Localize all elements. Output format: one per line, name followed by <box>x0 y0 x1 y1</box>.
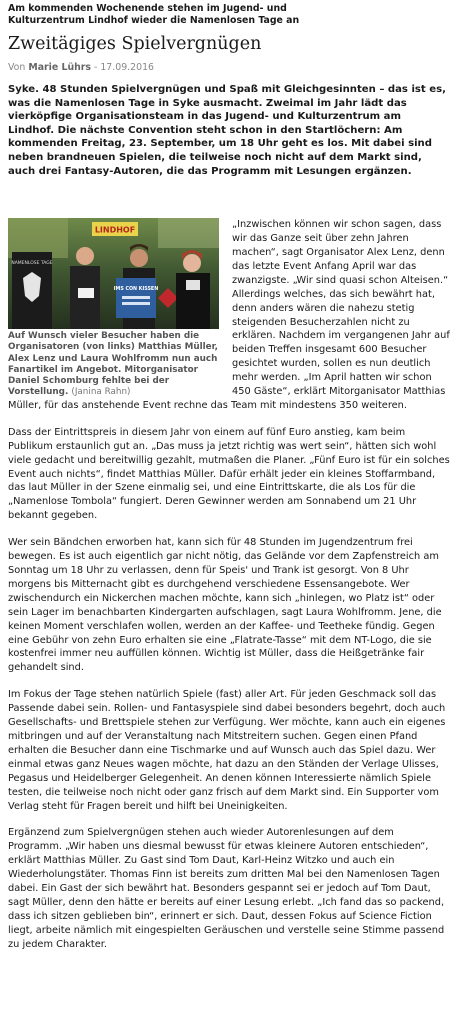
paragraph-2: Dass der Eintrittspreis in diesem Jahr von einem auf fünf Euro anstieg, kam beim Publikum erstaunlich gut an. „Das muss ja jetzt richtig was wert sein“, hätten sich wohl viele gedacht und bereitwillig gezahlt, mutmaßen die Planer. „Fünf Euro ist für ein solches Event auch nichts“, findet Matthias Müller. Dafür erhält jeder ein kleines Stoffarmband, das laut Müller in der Szene einmalig sei, und eine Eintrittskarte, die als Los für die „Namenlose Tombola“ fungiert. Deren Gewinner werden am Sonnabend um 21 Uhr bekannt gegeben. <box>8 426 450 522</box>
photo-caption <box>8 331 219 398</box>
author-link[interactable]: Marie Lührs <box>28 62 91 73</box>
article-body-continued <box>8 426 450 952</box>
article-photo[interactable] <box>8 218 219 329</box>
article-body-top <box>8 218 450 426</box>
photo-illustration <box>8 218 219 329</box>
paragraph-5: Ergänzend zum Spielvergnügen stehen auch wieder Autorenlesungen auf dem Programm. „Wir haben uns diesmal bewusst für etwas kleinere Autoren entschieden“, erklärt Matthias Müller. Zu Gast sind Tom Daut, Karl-Heinz Witzko und auch ein Wiederholungstäter. Thomas Finn ist bereits zum dritten Mal bei den Namenlosen Tagen dabei. Ein Gast der sich bewährt hat. Besonders gespannt sei er jedoch auf Tom Daut, sagt Müller, denn den hätte er bereits auf einer Lesung erlebt. „Ich fand das so packend, dass ich sitzen geblieben bin“, erinnert er sich. Daut, dessen Fokus auf Science Fiction liegt, arbeite nämlich mit eingespielten Geräuschen und verstelle seine Stimme passend zu jedem Charakter. <box>8 827 445 950</box>
person-center <box>130 249 148 267</box>
photo-credit: (Janina Rahn) <box>71 387 131 398</box>
paragraph-4: Im Fokus der Tage stehen natürlich Spiele (fast) aller Art. Für jeden Geschmack soll das Passende dabei sein. Rollen- und Fantasyspiele sind dabei besonders begehrt, doch auch Gesellschafts- und Brettspiele stehen zur Verfügung. Wer möchte, kann auch ein eigenes mitbringen und auf der Veranstaltung nach Mitstreitern suchen. Gegen einen Pfand erhalten die Besucher dann eine Tischmarke und auf Wunsch auch das Spiel dazu. Wer einmal etwas ganz Neues wagen möchte, hat dazu an den Ständen der Verlage Ulisses, Pegasus und Heidelberger Gelegenheit. An denen können Interessierte nämlich Spiele testen, die teilweise noch nicht oder ganz frisch auf dem Markt sind. Ein Supporter vom Verlag steht für Fragen bereit und hilft bei Uneinigkeiten. <box>8 689 446 812</box>
article-date: - 17.09.2016 <box>93 62 155 73</box>
person-right <box>183 254 201 272</box>
paragraph-3: Wer sein Bändchen erworben hat, kann sich für 48 Stunden im Jugendzentrum frei bewegen. Es ist auch eigentlich gar nicht nötig, das Gelände vor dem Zapfenstreich am Sonntag um 18 Uhr zu verlassen, denn für Speis' und Trank ist gesorgt. Von 8 Uhr morgens bis Mitternacht gibt es durchgehend verschiedene Essensangebote. Wer zwischendurch ein Nickerchen machen möchte, kann sich „hinlegen, wo Platz ist“ oder sein Lager im benachbarten Kindergarten aufschlagen, sagt Laura Wohlfromm. Jene, die keinen Moment verschlafen wollen, werden an der Kaffee- und Teetheke fündig. Gegen eine Gebühr von zehn Euro erhalten sie eine „Flatrate-Tasse“ mit dem NT-Logo, die sie kostenfrei immer neu auffüllen können. Wichtig ist Müller, dass die Heißgetränke fair gehandelt sind. <box>8 537 442 674</box>
article-kicker: Am kommenden Wochenende stehen im Jugend- und Kulturzentrum Lindhof wieder die Namenlosen Tage an <box>8 3 300 26</box>
bag-text: IMS CON KISSEN <box>113 287 159 293</box>
byline-prefix: Von <box>8 62 26 73</box>
paragraph-1: „Inzwischen können wir schon sagen, dass wir das Ganze seit über zehn Jahren machen“, sagt Organisator Alex Lenz, denn das letzte Event Anfang April war das zwanzigste. „Wir sind quasi schon Alteisen.“ Allerdings welches, das sich bewährt hat, denn anders wären die nahezu stetig steigenden Besucherzahlen nicht zu erklären. Nachdem im vergangenen Jahr auf beiden Treffen insgesamt 600 Besucher gesichtet wurden, sollen es nun deutlich mehr werden. „Im April hatten wir schon 450 Gäste“, erklärt Mitorganisator Matthias Müller, für das anstehende Event rechne das Team mit mindestens 350 weiteren. <box>8 219 450 411</box>
article-title: Zweitägiges Spielvergnügen <box>8 34 262 54</box>
article-lead: Syke. 48 Stunden Spielvergnügen und Spaß mit Gleichgesinnten – das ist es, was die Namenlosen Tage in Syke ausmacht. Zweimal im Jahr lädt das vierköpfige Organisationsteam in das Jugend- und Kulturzentrum am Lindhof. Die nächste Convention steht schon in den Startlöchern: Am kommenden Freitag, 23. September, um 18 Uhr geht es los. Mit dabei sind neben brandneuen Spielen, die teilweise noch nicht auf dem Markt sind, auch drei Fantasy-Autoren, die das Programm mit Lesungen ergänzen. <box>8 84 446 177</box>
person-left <box>76 247 94 265</box>
sign-text: LINDHOF <box>94 225 136 235</box>
caption-text: Auf Wunsch vieler Besucher haben die Organisatoren (von links) Matthias Müller, Alex Lenz und Laura Wohlfromm nun auch Fanartikel im Angebot. Mitorganisator Daniel Schomburg fehlte bei der Vorstellung. <box>8 331 218 398</box>
shirt-text: NAMENLOSE TAGE <box>11 261 53 267</box>
article-figure <box>8 218 219 398</box>
article-byline <box>8 62 450 74</box>
